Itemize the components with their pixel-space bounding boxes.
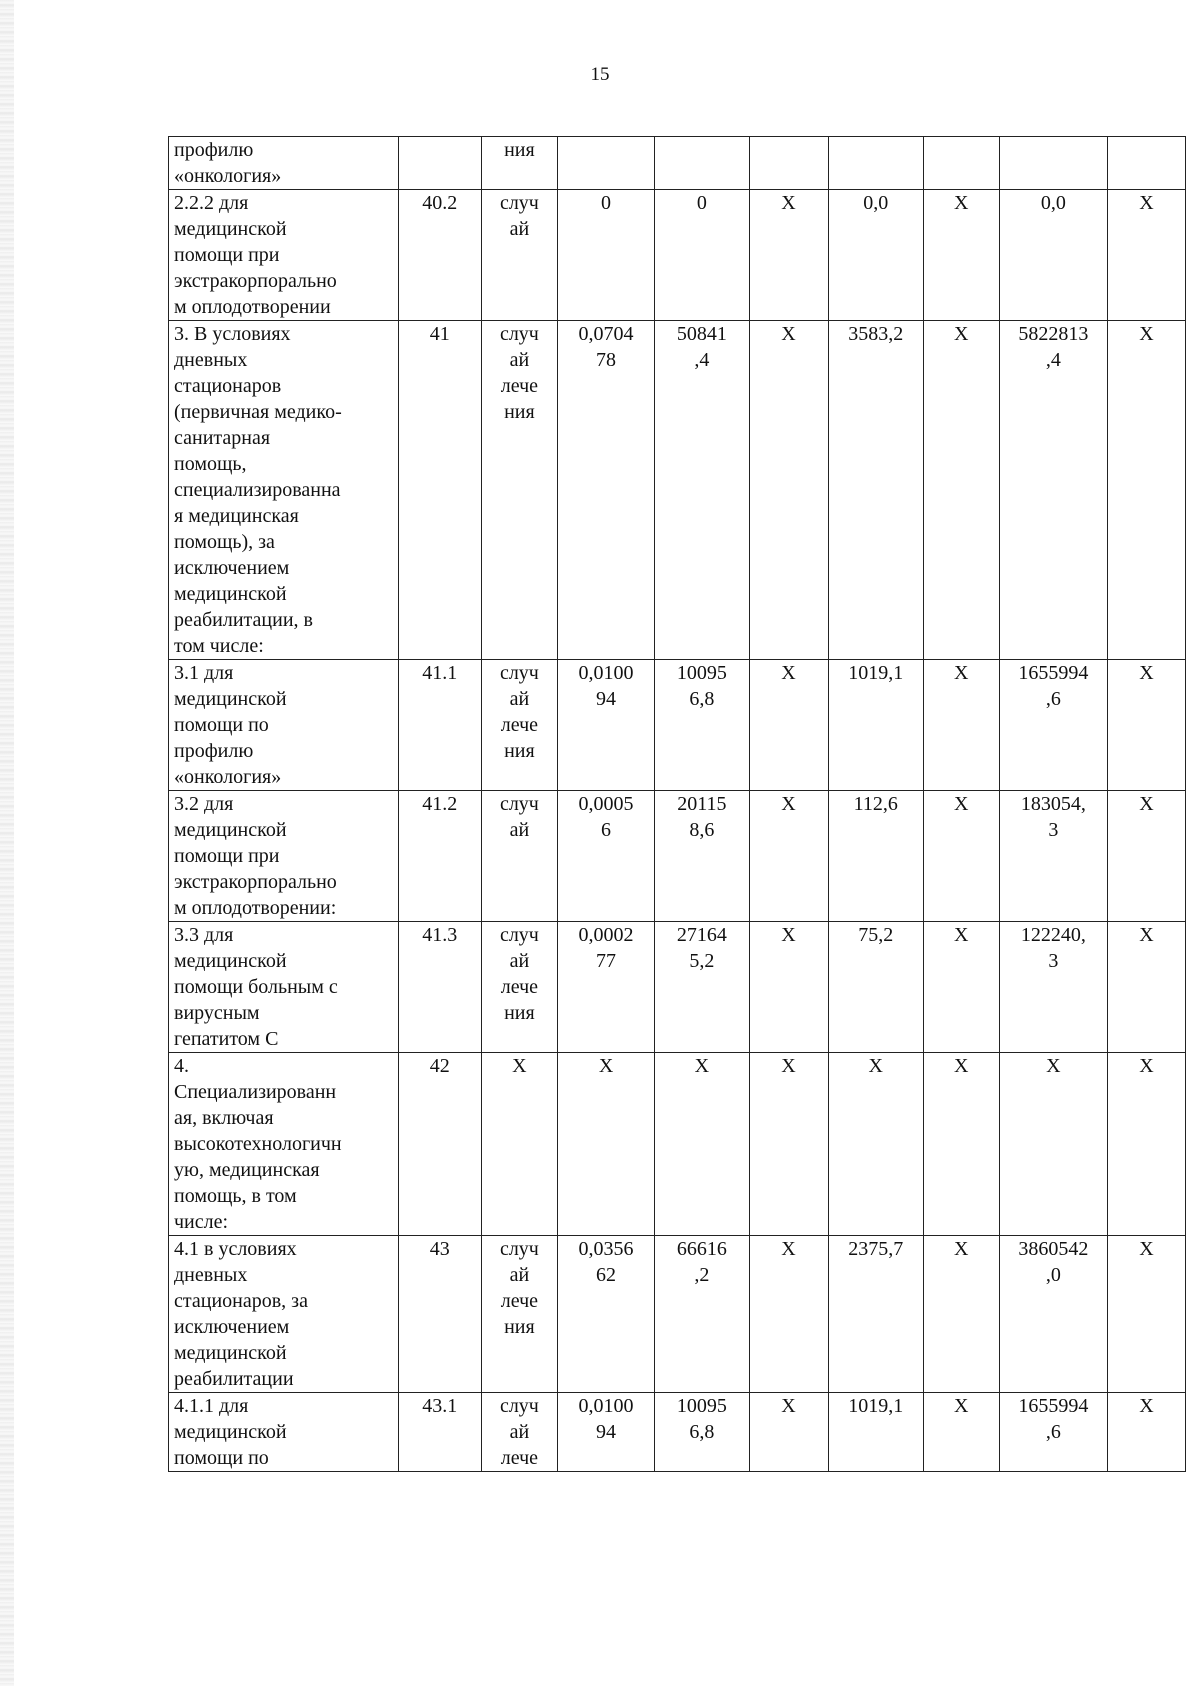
- value-cell-4: [828, 1236, 923, 1393]
- value-cell-7: [1107, 321, 1185, 660]
- cell-line: ай: [509, 950, 530, 972]
- table-row: [169, 1053, 1186, 1236]
- table-row: [169, 137, 1186, 190]
- value-cell-7: [1107, 1053, 1185, 1236]
- cell-line: 62: [596, 1264, 617, 1286]
- row-code-cell: [398, 1053, 481, 1236]
- cell-line: гепатитом С: [174, 1028, 279, 1050]
- cell-line: 42: [429, 1055, 450, 1077]
- value-cell-7: [1107, 660, 1185, 791]
- cell-line: Х: [954, 662, 969, 684]
- value-cell-5: [923, 922, 999, 1053]
- cell-line: 3860542: [1018, 1238, 1089, 1260]
- cell-line: медицинской: [174, 1421, 287, 1443]
- unit-cell: [482, 1393, 558, 1472]
- cell-line: 6,8: [689, 1421, 715, 1443]
- scan-edge-artifact: [0, 0, 14, 1686]
- cell-line: 1655994: [1018, 662, 1089, 684]
- cell-line: высокотехнологичн: [174, 1133, 342, 1155]
- row-code-cell: [398, 660, 481, 791]
- value-cell-2: [655, 1236, 749, 1393]
- cell-line: Х: [781, 662, 796, 684]
- cell-line: вирусным: [174, 1002, 260, 1024]
- cell-line: 0,0005: [578, 793, 634, 815]
- value-cell-3: [749, 791, 828, 922]
- cell-line: медицинской: [174, 688, 287, 710]
- value-cell-7: [1107, 1236, 1185, 1393]
- value-cell-6: [999, 1053, 1107, 1236]
- value-cell-6: [999, 137, 1107, 190]
- cell-line: 5,2: [689, 950, 715, 972]
- table-body: [169, 137, 1186, 1472]
- cell-line: 1019,1: [848, 662, 904, 684]
- cell-line: Х: [694, 1055, 710, 1077]
- cell-line: 0: [696, 192, 707, 214]
- cell-line: том числе:: [174, 635, 264, 657]
- value-cell-3: [749, 321, 828, 660]
- value-cell-3: [749, 660, 828, 791]
- cell-line: «онкология»: [174, 766, 282, 788]
- cell-line: экстракорпорально: [174, 270, 337, 292]
- cell-line: Х: [954, 323, 969, 345]
- cell-line: случ: [499, 1395, 539, 1417]
- table-row: [169, 1393, 1186, 1472]
- cell-line: 41.1: [422, 662, 458, 684]
- cell-line: 0,0100: [578, 662, 634, 684]
- value-cell-2: [655, 321, 749, 660]
- cell-line: 43.1: [422, 1395, 458, 1417]
- cell-line: Х: [781, 924, 796, 946]
- cell-line: я медицинская: [174, 505, 299, 527]
- value-cell-4: [828, 190, 923, 321]
- cell-line: 3. В условиях: [174, 323, 291, 345]
- row-label-cell: [169, 791, 399, 922]
- cell-line: Х: [1139, 793, 1154, 815]
- cell-line: экстракорпорально: [174, 871, 337, 893]
- cell-line: Х: [781, 1055, 796, 1077]
- cell-line: 41.2: [422, 793, 458, 815]
- cell-line: 2375,7: [848, 1238, 904, 1260]
- cell-line: санитарная: [174, 427, 271, 449]
- cell-line: 5822813: [1018, 323, 1089, 345]
- cell-line: 2.2.2 для: [174, 192, 249, 214]
- cell-line: 66616: [676, 1238, 727, 1260]
- value-cell-1: [557, 660, 654, 791]
- value-cell-1: [557, 1236, 654, 1393]
- cell-line: лече: [500, 375, 539, 397]
- unit-cell: [482, 137, 558, 190]
- cell-line: 3.2 для: [174, 793, 234, 815]
- cell-line: ния: [504, 1316, 535, 1338]
- cell-line: 6,8: [689, 688, 715, 710]
- cell-line: 10095: [676, 662, 727, 684]
- cell-line: 1019,1: [848, 1395, 904, 1417]
- cell-line: помощь), за: [174, 531, 275, 553]
- row-code-cell: [398, 922, 481, 1053]
- value-cell-1: [557, 190, 654, 321]
- row-label-cell: [169, 660, 399, 791]
- cell-line: Х: [954, 1055, 969, 1077]
- cell-line: стационаров: [174, 375, 282, 397]
- row-label-cell: [169, 1393, 399, 1472]
- value-cell-2: [655, 660, 749, 791]
- unit-cell: [482, 922, 558, 1053]
- value-cell-6: [999, 1393, 1107, 1472]
- cell-line: 3.3 для: [174, 924, 234, 946]
- cell-line: 8,6: [689, 819, 715, 841]
- row-code-cell: [398, 321, 481, 660]
- cell-line: 77: [596, 950, 617, 972]
- cell-line: 20115: [677, 793, 727, 815]
- cell-line: Х: [781, 323, 796, 345]
- cell-line: Х: [781, 1395, 796, 1417]
- cell-line: Х: [954, 1238, 969, 1260]
- cell-line: Х: [781, 1238, 796, 1260]
- cell-line: Х: [1139, 1055, 1154, 1077]
- table-row: [169, 922, 1186, 1053]
- value-cell-7: [1107, 190, 1185, 321]
- table-row: [169, 190, 1186, 321]
- cell-line: ,4: [694, 349, 710, 371]
- cell-line: медицинской: [174, 218, 287, 240]
- cell-line: ая, включая: [174, 1107, 274, 1129]
- cell-line: 6: [601, 819, 612, 841]
- cell-line: Х: [954, 192, 969, 214]
- cell-line: 0,0002: [578, 924, 634, 946]
- cell-line: медицинской: [174, 1342, 287, 1364]
- value-cell-4: [828, 660, 923, 791]
- cell-line: реабилитации, в: [174, 609, 313, 631]
- cell-line: Х: [954, 793, 969, 815]
- cell-line: 41.3: [422, 924, 458, 946]
- value-cell-6: [999, 660, 1107, 791]
- value-cell-1: [557, 137, 654, 190]
- unit-cell: [482, 660, 558, 791]
- table-row: [169, 791, 1186, 922]
- cell-line: 3.1 для: [174, 662, 234, 684]
- cell-line: Х: [868, 1055, 883, 1077]
- cell-line: Х: [954, 1395, 969, 1417]
- cell-line: 41: [429, 323, 450, 345]
- cell-line: Х: [781, 192, 796, 214]
- cell-line: ай: [509, 688, 530, 710]
- cell-line: Х: [1046, 1055, 1061, 1077]
- cell-line: ,6: [1045, 688, 1061, 710]
- cell-line: 4.1 в условиях: [174, 1238, 297, 1260]
- row-label-cell: [169, 321, 399, 660]
- value-cell-1: [557, 1053, 654, 1236]
- cell-line: медицинской: [174, 583, 287, 605]
- cell-line: 27164: [676, 924, 727, 946]
- cell-line: 0: [601, 192, 612, 214]
- cell-line: ,4: [1045, 349, 1061, 371]
- value-cell-6: [999, 922, 1107, 1053]
- cell-line: помощи при: [174, 244, 280, 266]
- cell-line: Х: [781, 793, 796, 815]
- value-cell-2: [655, 137, 749, 190]
- cell-line: ай: [509, 349, 530, 371]
- value-cell-3: [749, 190, 828, 321]
- cell-line: Х: [1139, 1238, 1154, 1260]
- cell-line: лече: [500, 976, 539, 998]
- row-code-cell: [398, 1393, 481, 1472]
- cell-line: 0,0704: [578, 323, 634, 345]
- cell-line: медицинской: [174, 819, 287, 841]
- cell-line: ния: [504, 139, 535, 161]
- cell-line: ую, медицинская: [174, 1159, 320, 1181]
- unit-cell: [482, 791, 558, 922]
- row-label-cell: [169, 922, 399, 1053]
- value-cell-7: [1107, 137, 1185, 190]
- value-cell-2: [655, 1393, 749, 1472]
- cell-line: специализированна: [174, 479, 341, 501]
- cell-line: 122240,: [1020, 924, 1086, 946]
- unit-cell: [482, 321, 558, 660]
- cell-line: «онкология»: [174, 165, 282, 187]
- value-cell-5: [923, 137, 999, 190]
- cell-line: 94: [596, 688, 617, 710]
- value-cell-4: [828, 137, 923, 190]
- cell-line: случ: [499, 323, 539, 345]
- cell-line: 3: [1048, 950, 1059, 972]
- cell-line: реабилитации: [174, 1368, 294, 1390]
- row-label-cell: [169, 190, 399, 321]
- value-cell-2: [655, 1053, 749, 1236]
- row-code-cell: [398, 791, 481, 922]
- value-cell-4: [828, 791, 923, 922]
- cell-line: случ: [499, 192, 539, 214]
- cell-line: профилю: [174, 740, 254, 762]
- cell-line: 10095: [676, 1395, 727, 1417]
- cell-line: случ: [499, 1238, 539, 1260]
- cell-line: 40.2: [422, 192, 458, 214]
- value-cell-4: [828, 1053, 923, 1236]
- cell-line: ния: [504, 401, 535, 423]
- value-cell-5: [923, 190, 999, 321]
- cell-line: 1655994: [1018, 1395, 1089, 1417]
- cell-line: ай: [509, 819, 530, 841]
- cell-line: случ: [499, 793, 539, 815]
- cell-line: ай: [509, 218, 530, 240]
- cell-line: Х: [1139, 924, 1154, 946]
- table-row: [169, 321, 1186, 660]
- row-code-cell: [398, 1236, 481, 1393]
- cell-line: 0,0: [863, 192, 889, 214]
- cell-line: ния: [504, 740, 535, 762]
- cell-line: Х: [1139, 192, 1154, 214]
- cell-line: 50841: [676, 323, 727, 345]
- cell-line: ,2: [694, 1264, 710, 1286]
- value-cell-5: [923, 1053, 999, 1236]
- cell-line: помощи по: [174, 714, 269, 736]
- value-cell-6: [999, 1236, 1107, 1393]
- value-cell-2: [655, 190, 749, 321]
- cell-line: медицинской: [174, 950, 287, 972]
- cell-line: Специализированн: [174, 1081, 337, 1103]
- cell-line: 78: [596, 349, 617, 371]
- cell-line: м оплодотворении:: [174, 897, 337, 919]
- row-label-cell: [169, 1236, 399, 1393]
- value-cell-7: [1107, 922, 1185, 1053]
- cell-line: Х: [1139, 323, 1154, 345]
- value-cell-2: [655, 922, 749, 1053]
- cell-line: Х: [954, 924, 969, 946]
- cell-line: помощи по: [174, 1447, 269, 1469]
- cell-line: 0,0: [1040, 192, 1066, 214]
- value-cell-4: [828, 922, 923, 1053]
- value-cell-7: [1107, 1393, 1185, 1472]
- value-cell-2: [655, 791, 749, 922]
- value-cell-4: [828, 1393, 923, 1472]
- page-number: 15: [590, 64, 610, 85]
- value-cell-3: [749, 1236, 828, 1393]
- cell-line: м оплодотворении: [174, 296, 331, 318]
- unit-cell: [482, 190, 558, 321]
- cell-line: исключением: [174, 1316, 290, 1338]
- cell-line: лече: [500, 714, 539, 736]
- cell-line: ,6: [1045, 1421, 1061, 1443]
- value-cell-1: [557, 922, 654, 1053]
- cell-line: 0,0356: [578, 1238, 634, 1260]
- cell-line: 4.1.1 для: [174, 1395, 249, 1417]
- value-cell-5: [923, 660, 999, 791]
- value-cell-5: [923, 1236, 999, 1393]
- cell-line: числе:: [174, 1211, 229, 1233]
- cell-line: ай: [509, 1264, 530, 1286]
- cell-line: лече: [500, 1290, 539, 1312]
- cell-line: помощь, в том: [174, 1185, 297, 1207]
- value-cell-1: [557, 1393, 654, 1472]
- cell-line: 3: [1048, 819, 1059, 841]
- value-cell-3: [749, 137, 828, 190]
- value-cell-1: [557, 791, 654, 922]
- cell-line: лече: [500, 1447, 539, 1469]
- value-cell-1: [557, 321, 654, 660]
- cell-line: 183054,: [1020, 793, 1086, 815]
- value-cell-7: [1107, 791, 1185, 922]
- value-cell-5: [923, 321, 999, 660]
- cell-line: дневных: [174, 349, 248, 371]
- value-cell-6: [999, 321, 1107, 660]
- table-row: [169, 1236, 1186, 1393]
- value-cell-4: [828, 321, 923, 660]
- row-label-cell: [169, 1053, 399, 1236]
- cell-line: Х: [1139, 662, 1154, 684]
- cell-line: 3583,2: [848, 323, 904, 345]
- cell-line: 4.: [174, 1055, 189, 1077]
- value-cell-3: [749, 922, 828, 1053]
- cell-line: профилю: [174, 139, 254, 161]
- cell-line: 0,0100: [578, 1395, 634, 1417]
- value-cell-6: [999, 190, 1107, 321]
- cell-line: помощи больным с: [174, 976, 338, 998]
- cell-line: ,0: [1045, 1264, 1061, 1286]
- cell-line: ай: [509, 1421, 530, 1443]
- cell-line: случ: [499, 662, 539, 684]
- value-cell-3: [749, 1393, 828, 1472]
- cell-line: 75,2: [858, 924, 894, 946]
- cell-line: 112,6: [853, 793, 898, 815]
- table-row: [169, 660, 1186, 791]
- row-label-cell: [169, 137, 399, 190]
- cell-line: Х: [598, 1055, 614, 1077]
- cell-line: Х: [512, 1055, 527, 1077]
- cell-line: 43: [429, 1238, 450, 1260]
- row-code-cell: [398, 190, 481, 321]
- data-table: [168, 136, 1186, 1472]
- cell-line: 94: [596, 1421, 617, 1443]
- unit-cell: [482, 1236, 558, 1393]
- value-cell-5: [923, 791, 999, 922]
- cell-line: помощь,: [174, 453, 247, 475]
- cell-line: случ: [499, 924, 539, 946]
- cell-line: дневных: [174, 1264, 248, 1286]
- cell-line: стационаров, за: [174, 1290, 308, 1312]
- row-code-cell: [398, 137, 481, 190]
- cell-line: ния: [504, 1002, 535, 1024]
- cell-line: помощи при: [174, 845, 280, 867]
- cell-line: (первичная медико-: [174, 401, 342, 423]
- value-cell-6: [999, 791, 1107, 922]
- cell-line: исключением: [174, 557, 290, 579]
- value-cell-3: [749, 1053, 828, 1236]
- value-cell-5: [923, 1393, 999, 1472]
- unit-cell: [482, 1053, 558, 1236]
- cell-line: Х: [1139, 1395, 1154, 1417]
